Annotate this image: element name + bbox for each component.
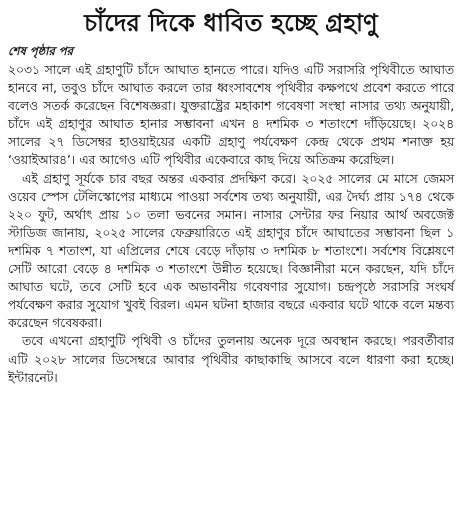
continued-from-label: শেষ পৃষ্ঠার পর: [8, 44, 73, 58]
headline: চাঁদের দিকে ধাবিত হচ্ছে গ্রহাণু: [84, 9, 378, 37]
paragraph-1: ২০৩১ সালে এই গ্রহাণুটি চাঁদে আঘাত হানতে পারে। যদিও এটি সরাসরি পৃথিবীতে আঘাত হানবে না, তবুও চাঁদে আঘাত করলে তার ধ্বংসাবশেষ পৃথিবীর কক্ষপথে প্রবেশ করতে পারে বলেও সতর্ক করেছেন বিশেষজ্ঞরা। যুক্তরাষ্ট্রের মহাকাশ গবেষণা সংস্থা নাসার তথ্য অনুযায়ী, চাঁদে এই গ্রহাণুর আঘাত হানার সম্ভাবনা এখন ৪ দশমিক ৩ শতাংশে দাঁড়িয়েছে। ২০২৪ সালের ২৭ ডিসেম্বর হাওয়াইয়ের একটি গ্রহাণু পর্যবেক্ষণ কেন্দ্র থেকে প্রথম শনাক্ত হয় ‘ওয়াইআর৪’। এর আগেও এটি পৃথিবীর একেবারে কাছ দিয়ে অতিক্রম করেছিল।: [8, 62, 454, 168]
article-body: [8, 61, 454, 387]
paragraph-2: এই গ্রহাণু সূর্যকে চার বছর অন্তর একবার প্রদক্ষিণ করে। ২০২৫ সালের মে মাসে জেমস ওয়েব স্পেস টেলিস্কোপের মাধ্যমে পাওয়া সর্বশেষ তথ্য অনুযায়ী, এর দৈর্ঘ্য প্রায় ১৭৪ থেকে ২২০ ফুট, অর্থাৎ প্রায় ১০ তলা ভবনের সমান। নাসার সেন্টার ফর নিয়ার আর্থ অবজেক্ট স্টাডিজ জানায়, ২০২৫ সালের ফেব্রুয়ারিতে এই গ্রহাণুর চাঁদে আঘাতের সম্ভাবনা ছিল ১ দশমিক ৭ শতাংশ, যা এপ্রিলের শেষে বেড়ে দাঁড়ায় ৩ দশমিক ৮ শতাংশে। সর্বশেষ বিশ্লেষণে সেটি আরো বেড়ে ৪ দশমিক ৩ শতাংশে উন্নীত হয়েছে। বিজ্ঞানীরা মনে করছেন, যদি চাঁদে আঘাত ঘটে, তবে সেটি হবে এক অভাবনীয় গবেষণার সুযোগ। চন্দ্রপৃষ্ঠে সরাসরি সংঘর্ষ পর্যবেক্ষণ করার সুযোগ খুবই বিরল। এমন ঘটনা হাজার বছরে একবার ঘটে থাকে বলে মন্তব্য করেছেন গবেষকরা।: [8, 170, 454, 331]
paragraph-3: তবে এখনো গ্রহাণুটি পৃথিবী ও চাঁদের তুলনায় অনেক দূরে অবস্থান করছে। পরবর্তীবার এটি ২০২৮ সালের ডিসেম্বরে আবার পৃথিবীর কাছাকাছি আসবে বলে ধারণা করা হচ্ছে। ইন্টারনেট।: [8, 333, 454, 385]
